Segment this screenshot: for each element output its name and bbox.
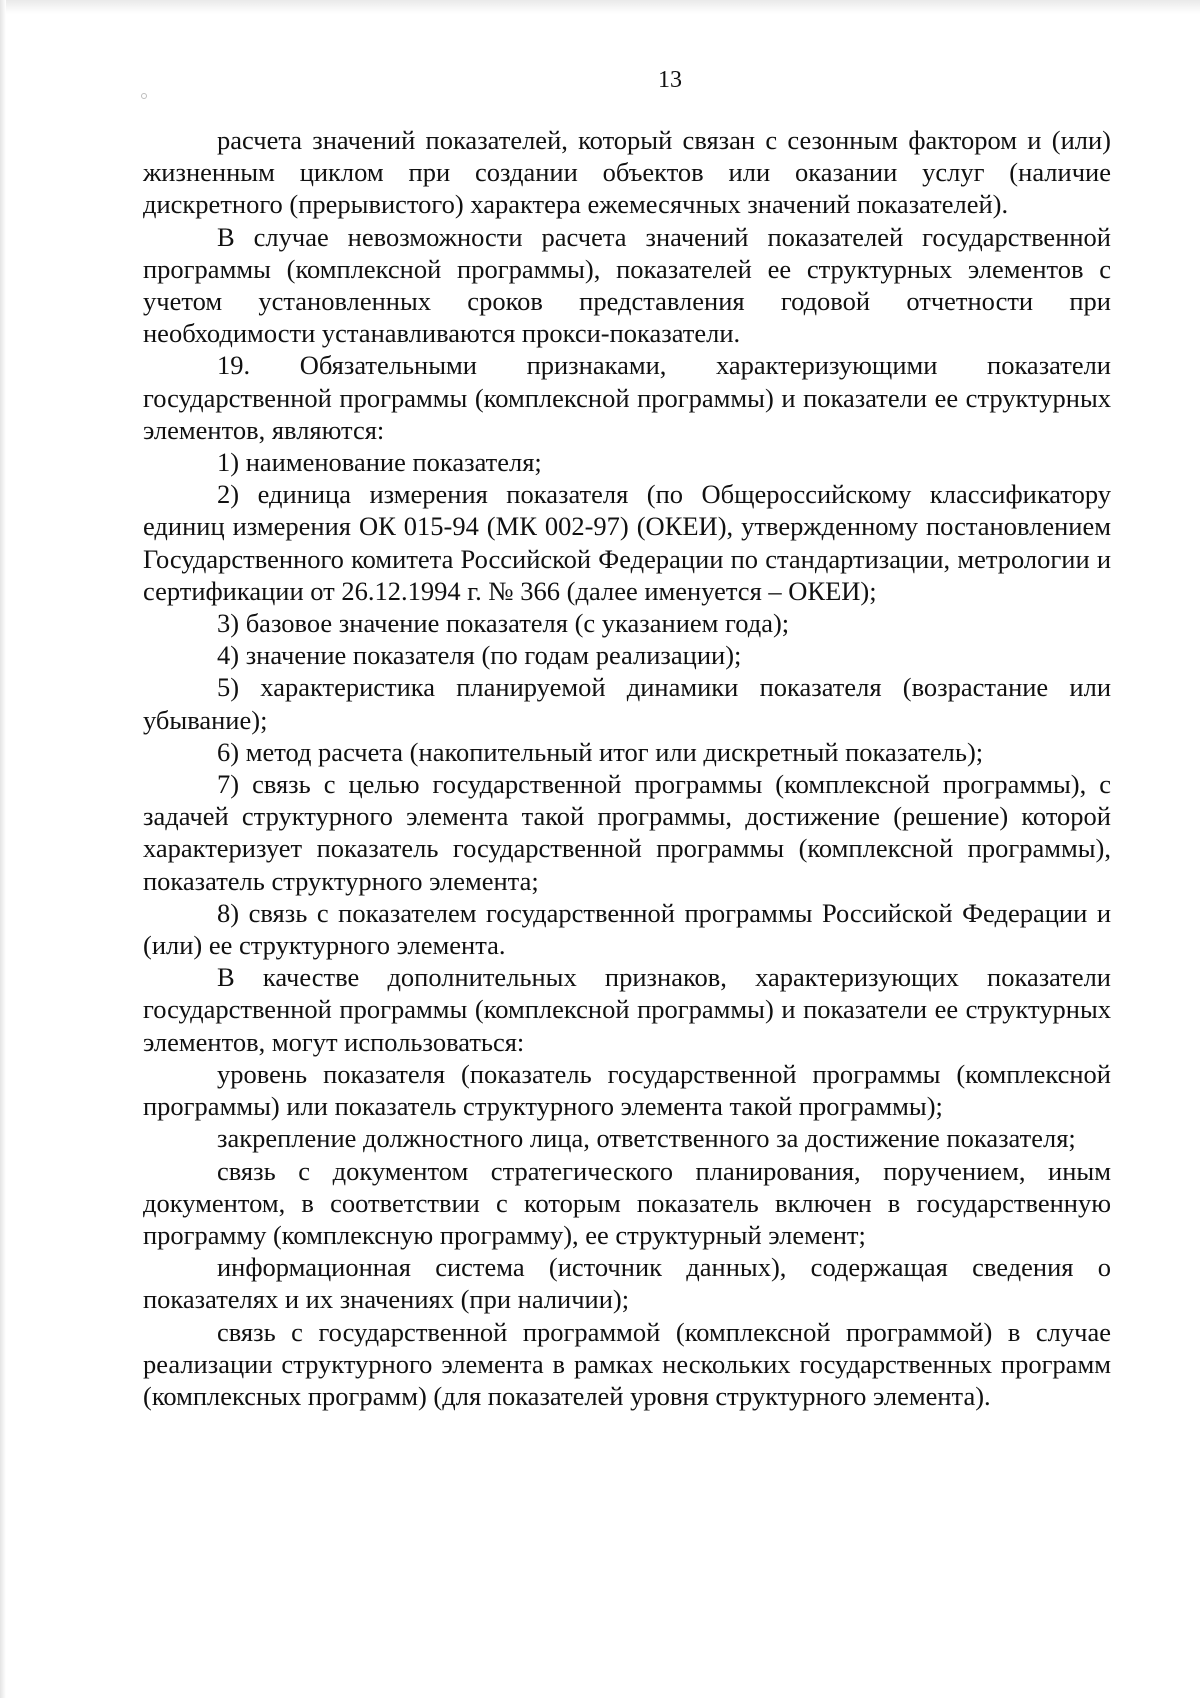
paragraph: 8) связь с показателем государственной программы Российской Федерации и (или) ее структурного элемента. — [143, 897, 1111, 961]
paragraph: расчета значений показателей, который связан с сезонным фактором и (или) жизненным циклом при создании объектов или оказании услуг (наличие дискретного (прерывистого) характера ежемесячных значений показателей). — [143, 125, 1111, 220]
paragraph: 4) значение показателя (по годам реализации); — [217, 640, 742, 671]
paragraph: связь с государственной программой (комплексной программой) в случае реализации структурного элемента в рамках нескольких государственных программ (комплексных программ) (для показателей уровня структурного элемента). — [143, 1316, 1111, 1411]
paragraph: 6) метод расчета (накопительный итог или дискретный показатель); — [217, 736, 984, 767]
paragraph: 2) единица измерения показателя (по Общероссийскому классификатору единиц измерения ОК 015-94 (МК 002-97) (ОКЕИ), утвержденному постановлением Государственного комитета Российской Федерации по стандартизации, метрологии и сертификации от 26.12.1994 г. № 366 (далее именуется – ОКЕИ); — [143, 479, 1111, 606]
scan-top-edge — [0, 0, 1200, 14]
paragraph: В качестве дополнительных признаков, характеризующих показатели государственной программы (комплексной программы) и показатели ее структурных элементов, могут использоваться: — [143, 962, 1111, 1057]
paragraph: закрепление должностного лица, ответственного за достижение показателя; — [217, 1123, 1076, 1154]
paragraph: 19. Обязательными признаками, характеризующими показатели государственной программы (комплексной программы) и показатели ее структурных элементов, являются: — [143, 350, 1111, 445]
paragraph: 5) характеристика планируемой динамики показателя (возрастание или убывание); — [143, 672, 1111, 735]
scan-left-edge — [0, 0, 6, 1698]
paragraph: 3) базовое значение показателя (с указанием года); — [217, 608, 790, 639]
document-body — [143, 124, 1111, 1412]
paragraph: уровень показателя (показатель государственной программы (комплексной программы) или показатель структурного элемента такой программы); — [143, 1058, 1111, 1122]
paragraph: В случае невозможности расчета значений показателей государственной программы (комплексной программы), показателей ее структурных элементов с учетом установленных сроков представления годовой отчетности при необходимости устанавливаются прокси-показатели. — [143, 221, 1111, 349]
paragraph: 7) связь с целью государственной программы (комплексной программы), с задачей структурного элемента такой программы, достижение (решение) которой характеризует показатель государственной программы (комплексной программы), показатель структурного элемента; — [143, 769, 1111, 896]
paragraph: информационная система (источник данных), содержащая сведения о показателях и их значениях (при наличии); — [143, 1252, 1111, 1315]
page-number: 13 — [658, 67, 682, 93]
paragraph: 1) наименование показателя; — [217, 447, 542, 478]
paragraph: связь с документом стратегического планирования, поручением, иным документом, в соответствии с которым показатель включен в государственную программу (комплексную программу), ее структурный элемент; — [143, 1155, 1111, 1250]
